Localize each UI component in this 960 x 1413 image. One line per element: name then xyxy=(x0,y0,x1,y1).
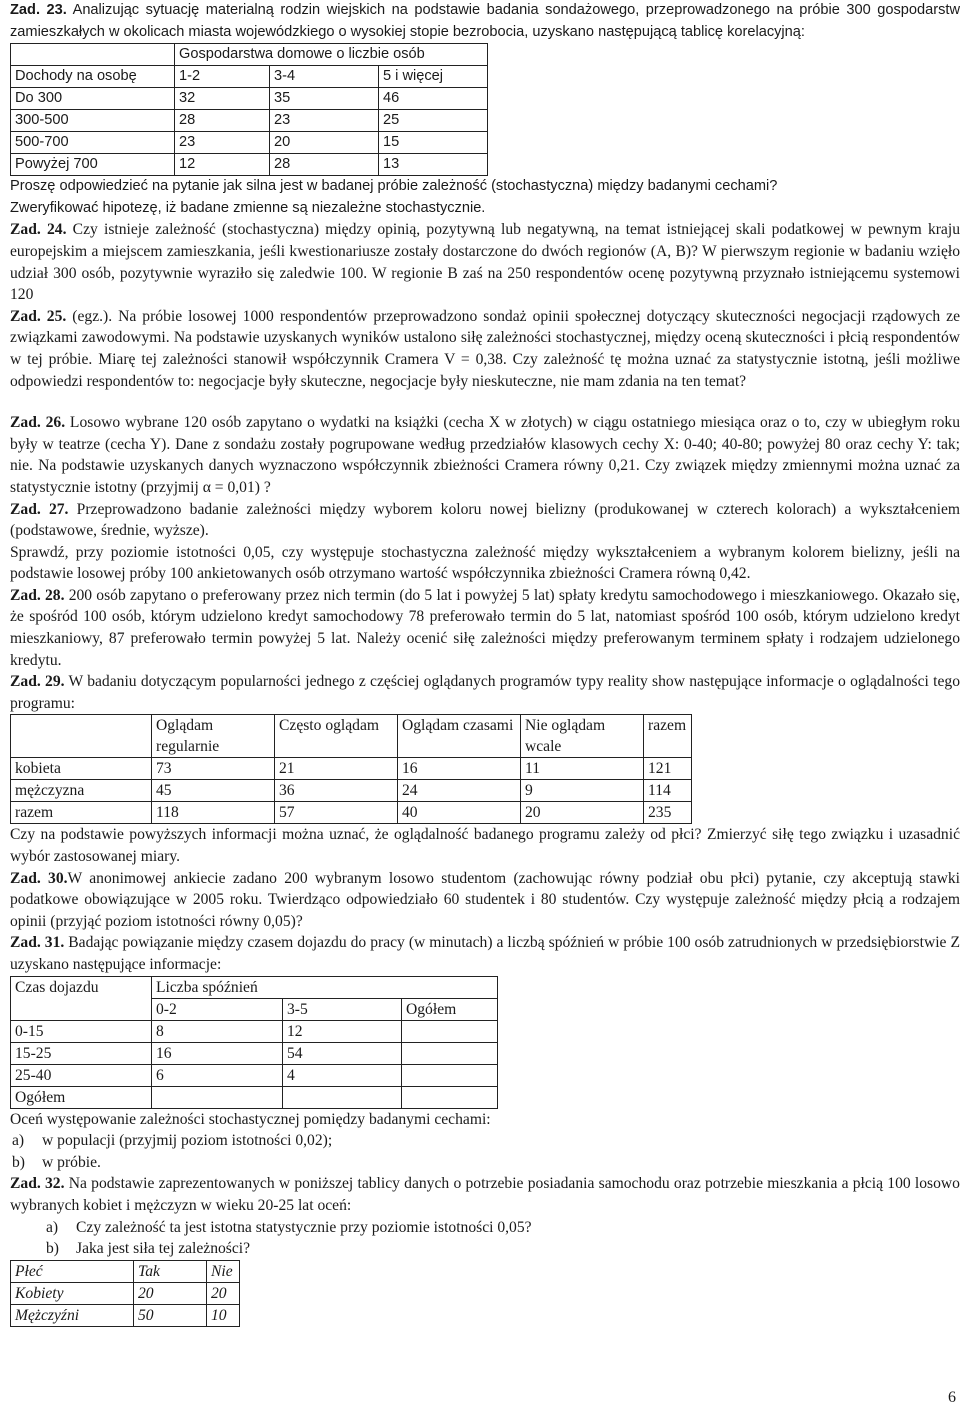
col-header: Często oglądam xyxy=(275,715,398,758)
cell: 15 xyxy=(379,132,488,154)
row-label: 0-15 xyxy=(11,1020,152,1042)
col-header: 0-2 xyxy=(152,998,283,1020)
cell: 20 xyxy=(270,132,379,154)
task-26-heading: Zad. 26. xyxy=(10,414,66,432)
col-header: 1-2 xyxy=(175,66,270,88)
cell: 24 xyxy=(398,780,521,802)
table-row xyxy=(11,1304,240,1326)
col-header: Ogółem xyxy=(402,998,498,1020)
cell: 73 xyxy=(152,758,275,780)
table-row xyxy=(11,110,488,132)
table-row xyxy=(11,132,488,154)
cell: 23 xyxy=(270,110,379,132)
cell: 20 xyxy=(207,1282,240,1304)
cell: 13 xyxy=(379,154,488,176)
col-header: Tak xyxy=(134,1260,207,1282)
row-label: 25-40 xyxy=(11,1064,152,1086)
task-24-text: Czy istnieje zależność (stochastyczna) między opinią, pozytywną lub negatywną, na temat istniejącej skali podatkowej w pewnym kraju europejskim a miejscem zamieszkania, jeśli kwestionariusze zostały dostarczone do dwóch regionów (A, B)? W pierwszym regionie w badaniu wzięło udział 300 osób, pozytywnie wyraziło się zaledwie 100. W regionie B zaś na 250 respondentów ocenę pozytywną przyznało istniejącemu systemowi 120 xyxy=(10,221,960,304)
col-header: Płeć xyxy=(11,1260,134,1282)
cell: 10 xyxy=(207,1304,240,1326)
col-header: Nie oglądam wcale xyxy=(521,715,644,758)
task-31-question: Oceń występowanie zależności stochastycznej pomiędzy badanymi cechami: xyxy=(10,1110,491,1128)
cell xyxy=(283,1086,402,1108)
row-header: Czas dojazdu xyxy=(11,976,152,1020)
cell: 45 xyxy=(152,780,275,802)
cell: 35 xyxy=(270,88,379,110)
cell: 16 xyxy=(398,758,521,780)
table-row xyxy=(11,1042,498,1064)
table-row xyxy=(11,1282,240,1304)
cell: 118 xyxy=(152,802,275,824)
task-32-text: Na podstawie zaprezentowanych w poniższej tablicy danych o potrzebie posiadania samochodu oraz potrzebie mieszkania a płcią 100 losowo wybranych kobiet i mężczyzn w wieku 20-25 lat oceń: xyxy=(10,1175,960,1214)
task-27-text-2: Sprawdź, przy poziomie istotności 0,05, czy występuje stochastyczna zależność między wykształceniem a wybranym kolorem bielizny, jeśli na podstawie losowej próby 100 ankietowanych osób otrzymano wartość współczynnika zbieżności Cramera równą 0,42. xyxy=(10,543,960,583)
cell: 6 xyxy=(152,1064,283,1086)
task-27 xyxy=(10,499,960,542)
row-label: razem xyxy=(11,802,152,824)
cell xyxy=(152,1086,283,1108)
table-row xyxy=(11,1020,498,1042)
table-row-header: Dochody na osobę xyxy=(11,66,175,88)
task-30 xyxy=(10,868,960,933)
task-24-heading: Zad. 24. xyxy=(10,221,67,239)
task-29 xyxy=(10,671,960,714)
cell: 54 xyxy=(283,1042,402,1064)
row-label: Kobiety xyxy=(11,1282,134,1304)
cell: 28 xyxy=(270,154,379,176)
table-row xyxy=(11,1086,498,1108)
col-header xyxy=(11,715,152,758)
cell xyxy=(402,1020,498,1042)
item-text: Czy zależność ta jest istotna statystycznie przy poziomie istotności 0,05? xyxy=(76,1218,532,1236)
row-label: 500-700 xyxy=(11,132,175,154)
table-row xyxy=(11,758,692,780)
table-row xyxy=(11,802,692,824)
group-header: Liczba spóźnień xyxy=(152,976,498,998)
task-32-heading: Zad. 32. xyxy=(10,1175,65,1193)
col-header: 3-4 xyxy=(270,66,379,88)
task-25 xyxy=(10,306,960,392)
col-header: Oglądam czasami xyxy=(398,715,521,758)
list-item xyxy=(12,1152,960,1174)
task-29-table xyxy=(10,714,692,824)
cell: 28 xyxy=(175,110,270,132)
page-number: 6 xyxy=(948,1389,956,1407)
row-label: Ogółem xyxy=(11,1086,152,1108)
item-mark: b) xyxy=(46,1240,59,1258)
row-label: Do 300 xyxy=(11,88,175,110)
task-29-question: Czy na podstawie powyższych informacji można uznać, że oglądalność badanego programu zależy od płci? Zmierzyć siłę tego związku i uzasadnić wybór zastosowanej miary. xyxy=(10,826,960,866)
cell: 57 xyxy=(275,802,398,824)
task-25-heading: Zad. 25. xyxy=(10,307,67,325)
list-item xyxy=(46,1217,960,1239)
row-label: Powyżej 700 xyxy=(11,154,175,176)
cell: 235 xyxy=(644,802,692,824)
task-23-heading: Zad. 23. xyxy=(10,2,67,18)
cell: 20 xyxy=(521,802,644,824)
task-30-heading: Zad. 30. xyxy=(10,869,68,887)
table-row xyxy=(11,780,692,802)
task-26 xyxy=(10,412,960,498)
row-label: 15-25 xyxy=(11,1042,152,1064)
cell: 12 xyxy=(175,154,270,176)
item-mark: b) xyxy=(12,1153,25,1171)
task-28-text: 200 osób zapytano o preferowany przez nich termin (do 5 lat i powyżej 5 lat) spłaty kredytu samochodowego i mieszkaniowego. Okazało się, że spośród 100 osób, którym udzielono kredyt samochodowy 78 preferowało termin do 5 lat, natomiast spośród 100 osób, którym udzielono kredyt mieszkaniowy, 87 preferowało termin powyżej 5 lat. Należy ocenić siłę zależności między preferowanym terminem spłaty i rodzajem udzielonego kredytu. xyxy=(10,586,960,669)
task-23 xyxy=(10,0,960,43)
item-mark: a) xyxy=(46,1218,59,1236)
item-mark: a) xyxy=(12,1132,25,1150)
task-32-table xyxy=(10,1260,240,1327)
task-25-text: (egz.). Na próbie losowej 1000 respondentów przeprowadzono sondaż opinii społecznej dotyczący skuteczności negocjacji rządowych ze związkami zawodowymi. Na podstawie uzyskanych wyników ustalono siłę zależności stochastycznej, między oceną skuteczności i płcią respondentów w tej próbie. Miarę tej zależności stanowił współczynnik Cramera V = 0,38. Czy zależność tę można uznać za statystycznie istotną, jeśli możliwe odpowiedzi respondentów to: negocjacje były skuteczne, negocjacje były nieskuteczne, nie mam zdania na ten temat? xyxy=(10,307,960,390)
task-27-heading: Zad. 27. xyxy=(10,500,69,518)
task-23-text: Analizując sytuację materialną rodzin wiejskich na podstawie badania sondażowego, przeprowadzonego na próbie 300 gospodarstw zamieszkałych w okolicach miasta wojewódzkiego o wysokiej stopie bezrobocia, uzyskano następującą tablicę korelacyjną: xyxy=(10,2,960,40)
cell: 21 xyxy=(275,758,398,780)
task-31 xyxy=(10,932,960,975)
cell xyxy=(402,1064,498,1086)
task-29-heading: Zad. 29. xyxy=(10,673,65,691)
list-item xyxy=(12,1130,960,1152)
task-29-text: W badaniu dotyczącym popularności jednego z częściej oglądanych programów typy reality show następujące informacje o oglądalności tego programu: xyxy=(10,673,960,712)
row-label: mężczyzna xyxy=(11,780,152,802)
task-23-question-1: Proszę odpowiedzieć na pytanie jak silna jest w badanej próbie zależność (stochastyczna) między badanymi cechami? xyxy=(10,178,778,195)
cell: 23 xyxy=(175,132,270,154)
task-30-text: W anonimowej ankiecie zadano 200 wybranym losowo studentom (zachowując równy podział obu płci) pytanie, czy akceptują stawki podatkowe obowiązujące w 2005 roku. Twierdząco odpowiedziało 60 studentek i 80 studentów. Czy występuje zależność między płcią a rodzajem opinii (przyjąć poziom istotności równy 0,05)? xyxy=(10,869,960,930)
document-page xyxy=(10,0,960,1327)
cell: 114 xyxy=(644,780,692,802)
cell: 8 xyxy=(152,1020,283,1042)
cell: 50 xyxy=(134,1304,207,1326)
col-header: 3-5 xyxy=(283,998,402,1020)
task-28-heading: Zad. 28. xyxy=(10,586,65,604)
cell xyxy=(402,1042,498,1064)
table-row xyxy=(11,88,488,110)
row-label: 300-500 xyxy=(11,110,175,132)
col-header: razem xyxy=(644,715,692,758)
task-32-items xyxy=(10,1217,960,1260)
row-label: kobieta xyxy=(11,758,152,780)
table-span-header: Gospodarstwa domowe o liczbie osób xyxy=(175,44,488,66)
cell: 46 xyxy=(379,88,488,110)
cell xyxy=(402,1086,498,1108)
col-header: Nie xyxy=(207,1260,240,1282)
task-31-heading: Zad. 31. xyxy=(10,934,65,952)
task-32 xyxy=(10,1173,960,1216)
cell: 40 xyxy=(398,802,521,824)
cell: 36 xyxy=(275,780,398,802)
col-header: 5 i więcej xyxy=(379,66,488,88)
task-31-items xyxy=(10,1130,960,1173)
cell: 25 xyxy=(379,110,488,132)
row-label: Mężczyźni xyxy=(11,1304,134,1326)
cell: 32 xyxy=(175,88,270,110)
task-31-table xyxy=(10,976,498,1109)
task-28 xyxy=(10,585,960,671)
task-24 xyxy=(10,219,960,305)
cell: 11 xyxy=(521,758,644,780)
item-text: w próbie. xyxy=(42,1153,101,1171)
cell: 4 xyxy=(283,1064,402,1086)
cell: 16 xyxy=(152,1042,283,1064)
task-26-text: Losowo wybrane 120 osób zapytano o wydatki na książki (cecha X w złotych) w ciągu ostatniego miesiąca oraz o to, czy w ubiegłym roku były w teatrze (cecha Y). Dane z sondażu zostały pogrupowane według przedziałów klasowych cechy X: 0-40; 40-80; powyżej 80 oraz cechy Y: tak; nie. Na podstawie uzyskanych danych wyznaczono współczynnik zbieżności Cramera równy 0,21. Czy związek między zmiennymi można uznać za statystycznie istotny (przyjmij α = 0,01) ? xyxy=(10,414,960,496)
table-row xyxy=(11,154,488,176)
task-31-text: Badając powiązanie między czasem dojazdu do pracy (w minutach) a liczbą spóźnień w próbie 100 osób zatrudnionych w przedsiębiorstwie Z uzyskano następujące informacje: xyxy=(10,934,960,973)
cell: 20 xyxy=(134,1282,207,1304)
item-text: Jaka jest siła tej zależności? xyxy=(76,1240,251,1258)
col-header: Oglądam regularnie xyxy=(152,715,275,758)
cell: 9 xyxy=(521,780,644,802)
table-row xyxy=(11,1064,498,1086)
cell: 12 xyxy=(283,1020,402,1042)
list-item xyxy=(46,1238,960,1260)
task-27-text: Przeprowadzono badanie zależności między wyborem koloru nowej bielizny (produkowanej w czterech kolorach) a wykształceniem (podstawowe, średnie, wyższe). xyxy=(10,500,960,540)
cell: 121 xyxy=(644,758,692,780)
item-text: w populacji (przyjmij poziom istotności 0,02); xyxy=(42,1132,333,1150)
task-23-question-2: Zweryfikować hipotezę, iż badane zmienne są niezależne stochastycznie. xyxy=(10,199,486,216)
task-23-table xyxy=(10,43,488,176)
